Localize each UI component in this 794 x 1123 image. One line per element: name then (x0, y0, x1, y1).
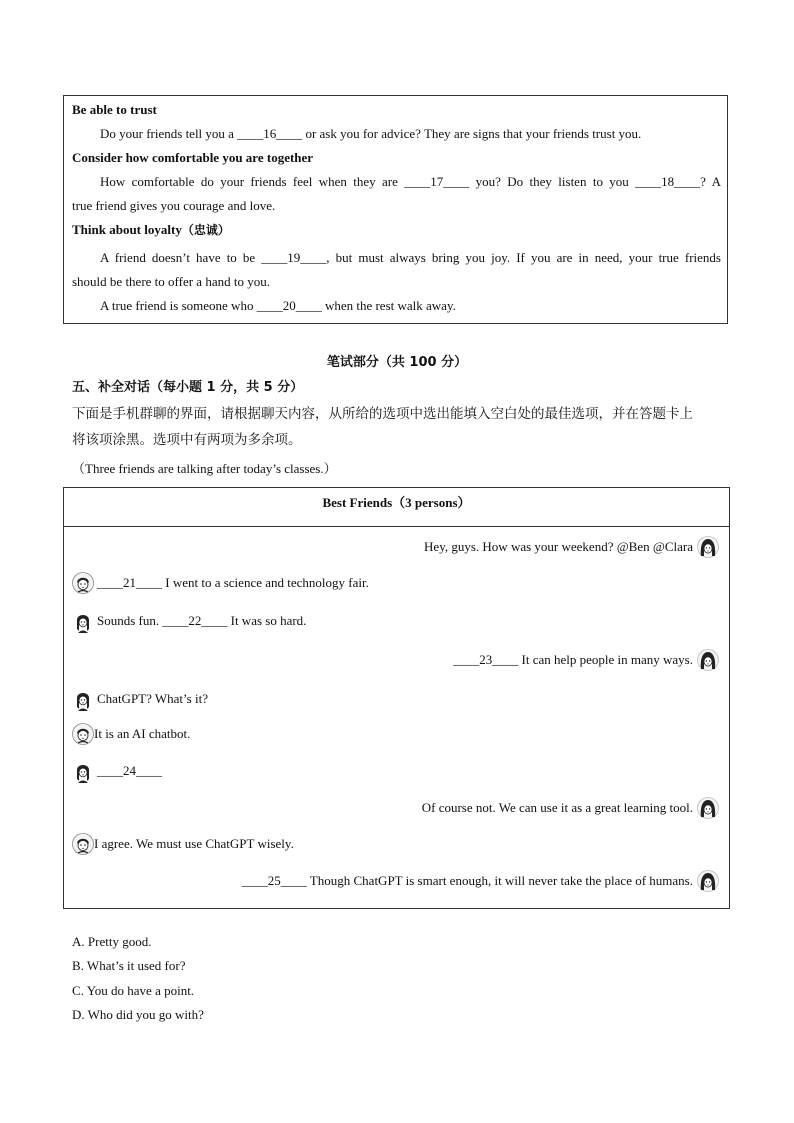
girl-braids-avatar-icon (72, 609, 94, 633)
chat-title: Best Friends（3 persons） (64, 488, 729, 527)
paragraph-true-friend: A true friend is someone who ____20____ when the rest walk away. (100, 298, 456, 313)
girl-avatar-icon (697, 648, 719, 672)
option-b: B. What’s it used for? (72, 958, 186, 973)
chat-message (424, 535, 719, 559)
girl-braids-avatar-icon (72, 759, 94, 783)
context-line: （Three friends are talking after today’s classes.） (72, 461, 337, 476)
paragraph-trust: Do your friends tell you a ____16____ or ask you for advice? They are signs that your friends trust you. (100, 126, 642, 141)
paragraph-comfortable-line2: true friend gives you courage and love. (72, 198, 276, 213)
heading-trust: Be able to trust (72, 102, 157, 117)
option-a: A. Pretty good. (72, 934, 152, 949)
chat-message (242, 869, 719, 893)
boy-avatar-icon (72, 832, 94, 856)
chat-message (453, 648, 719, 672)
boy-avatar-icon (72, 722, 94, 746)
heading-comfortable: Consider how comfortable you are together (72, 150, 314, 165)
passage-box (63, 95, 728, 324)
girl-avatar-icon (697, 535, 719, 559)
chat-message (72, 609, 306, 633)
message-text: ChatGPT? What’s it? (97, 691, 208, 706)
section-heading: 五、补全对话（每小题 1 分，共 5 分） (72, 380, 304, 395)
chat-message (422, 796, 719, 820)
option-d: D. Who did you go with? (72, 1007, 204, 1022)
group-chat (63, 487, 730, 909)
chat-message (72, 722, 190, 746)
paragraph-loyalty-line2: should be there to offer a hand to you. (72, 274, 270, 289)
message-text: ____21____ I went to a science and technology fair. (97, 575, 369, 590)
chat-message (72, 832, 294, 856)
message-text: Sounds fun. ____22____ It was so hard. (97, 613, 307, 628)
message-text: I agree. We must use ChatGPT wisely. (94, 836, 294, 851)
chat-message (72, 687, 208, 711)
paragraph-comfortable-line1: How comfortable do your friends feel when they are ____17____ you? Do they listen to you ____18____? A (100, 174, 721, 189)
message-text: It is an AI chatbot. (94, 726, 191, 741)
message-text: ____25____ Though ChatGPT is smart enough, it will never take the place of humans. (241, 873, 693, 888)
option-c: C. You do have a point. (72, 983, 195, 998)
girl-avatar-icon (697, 869, 719, 893)
section-title: 笔试部分（共 100 分） (326, 355, 468, 370)
message-text: ____23____ It can help people in many ways. (453, 652, 693, 667)
instruction-line2: 将该项涂黑。选项中有两项为多余项。 (72, 432, 302, 448)
message-text: Of course not. We can use it as a great learning tool. (421, 800, 693, 815)
boy-avatar-icon (72, 571, 94, 595)
message-text: Hey, guys. How was your weekend? @Ben @Clara (424, 539, 693, 554)
message-text: ____24____ (97, 763, 162, 778)
instruction-line1: 下面是手机群聊的界面，请根据聊天内容，从所给的选项中选出能填入空白处的最佳选项，并在答题卡上 (72, 406, 693, 422)
girl-braids-avatar-icon (72, 687, 94, 711)
paragraph-loyalty-line1: A friend doesn’t have to be ____19____, but must always bring you joy. If you are in need, your true friends (100, 250, 721, 265)
chat-message (72, 759, 162, 783)
chat-message (72, 571, 369, 595)
heading-loyalty: Think about loyalty（忠诚） (72, 222, 230, 237)
girl-avatar-icon (697, 796, 719, 820)
